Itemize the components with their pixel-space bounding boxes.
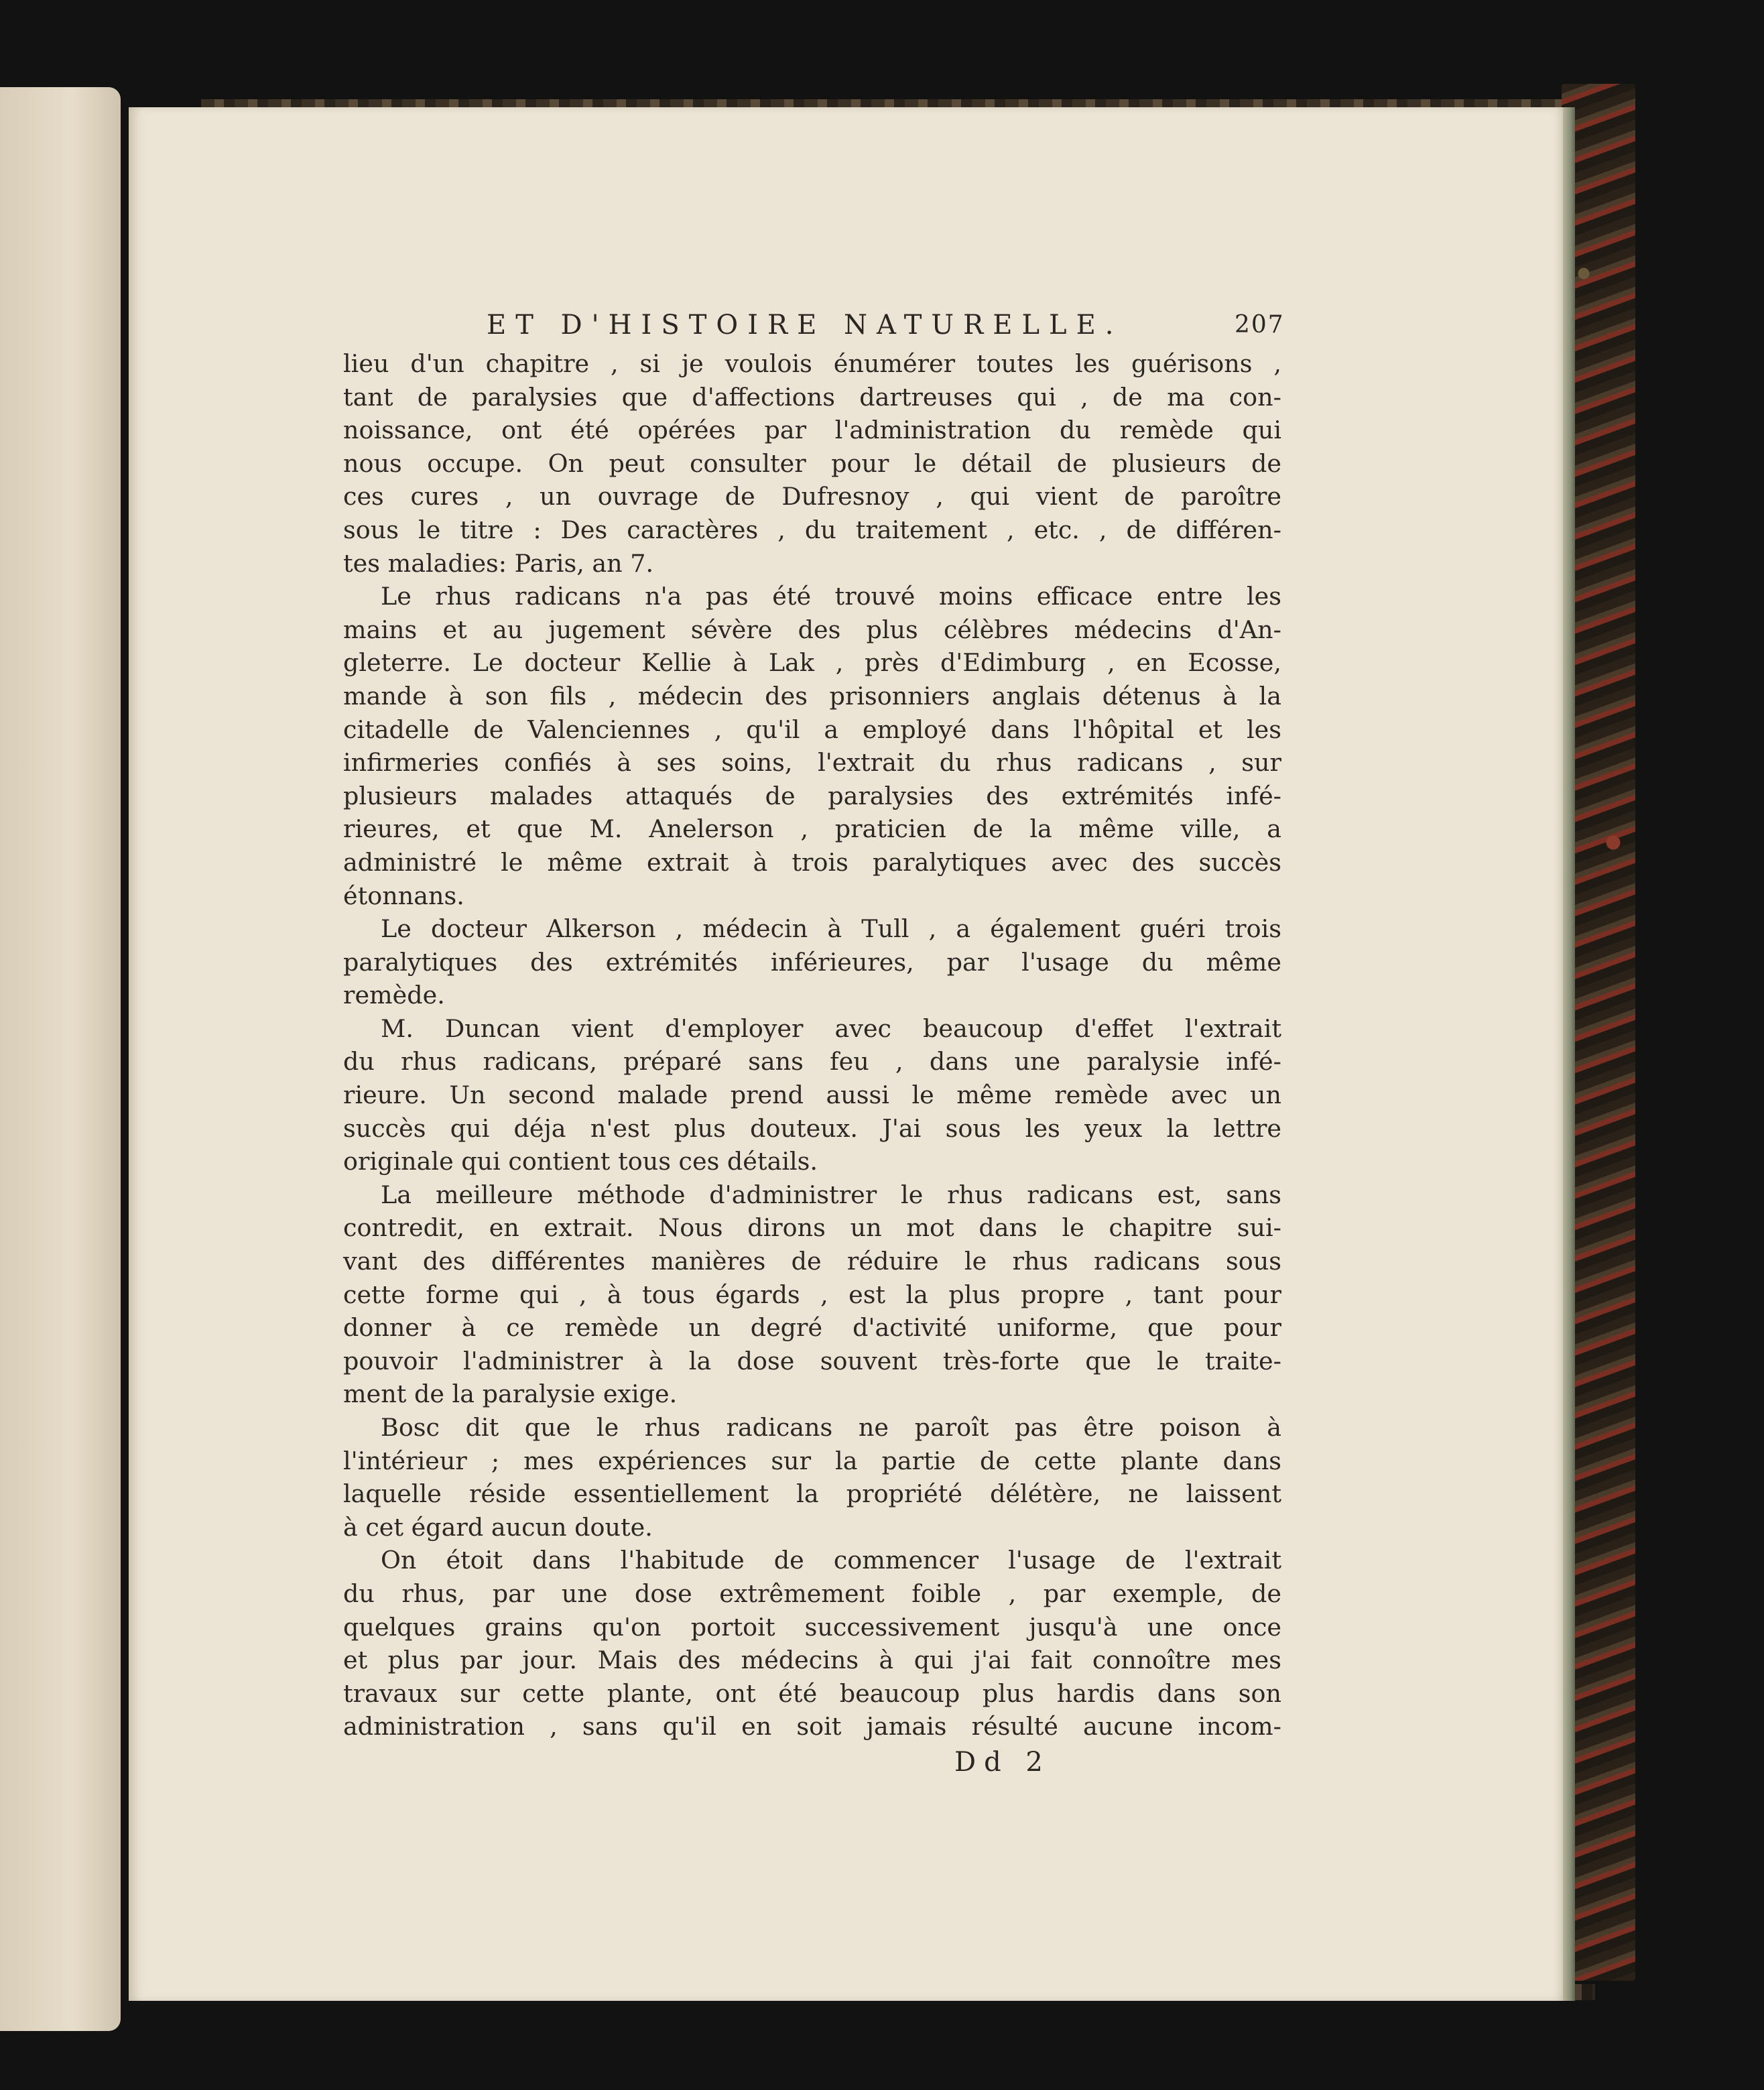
text-line: Bosc dit que le rhus radicans ne paroît pas être poison à (381, 1413, 1281, 1442)
text-line: Le docteur Alkerson , médecin à Tull , a également guéri trois (381, 914, 1281, 944)
text-line: laquelle réside essentiellement la propriété délétère, ne laissent (343, 1479, 1281, 1509)
running-head: ET D'HISTOIRE NATURELLE. (487, 310, 1123, 341)
signature-mark: Dd 2 (954, 1747, 1051, 1778)
text-line: ment de la paralysie exige. (343, 1379, 678, 1409)
text-line: mande à son fils , médecin des prisonniers anglais détenus à la (343, 681, 1281, 711)
text-line: et plus par jour. Mais des médecins à qui j'ai fait connoître mes (343, 1646, 1281, 1675)
text-line: étonnans. (343, 881, 464, 910)
text-line: vant des différentes manières de réduire le rhus radicans sous (343, 1247, 1281, 1276)
text-line: donner à ce remède un degré d'activité uniforme, que pour (343, 1313, 1281, 1343)
text-line: administré le même extrait à trois paralytiques avec des succès (343, 847, 1281, 877)
text-line: infirmeries confiés à ses soins, l'extrait du rhus radicans , sur (343, 748, 1281, 778)
text-line: citadelle de Valenciennes , qu'il a employé dans l'hôpital et les (343, 715, 1281, 744)
text-line: l'intérieur ; mes expériences sur la partie de cette plante dans (343, 1446, 1281, 1475)
text-line: remède. (343, 981, 445, 1010)
text-line: pouvoir l'administrer à la dose souvent très-forte que le traite- (343, 1346, 1281, 1375)
text-line: La meilleure méthode d'administrer le rhus radicans est, sans (381, 1180, 1281, 1209)
text-line: plusieurs malades attaqués de paralysies des extrémités infé- (343, 781, 1281, 810)
text-line: succès qui déja n'est plus douteux. J'ai sous les yeux la lettre (343, 1113, 1281, 1143)
text-line: M. Duncan vient d'employer avec beaucoup d'effet l'extrait (381, 1013, 1281, 1043)
text-line: rieure. Un second malade prend aussi le même remède avec un (343, 1081, 1281, 1110)
text-line: gleterre. Le docteur Kellie à Lak , près d'Edimburg , en Ecosse, (343, 648, 1281, 678)
text-line: noissance, ont été opérées par l'administration du remède qui (343, 416, 1281, 445)
text-line: quelques grains qu'on portoit successivement jusqu'à une once (343, 1612, 1281, 1642)
text-line: tant de paralysies que d'affections dartreuses qui , de ma con- (343, 382, 1281, 412)
text-line: lieu d'un chapitre , si je voulois énumérer toutes les guérisons , (343, 349, 1281, 378)
page-edge (1563, 107, 1575, 2001)
text-line: ces cures , un ouvrage de Dufresnoy , qui vient de paroître (343, 482, 1281, 511)
text-line: du rhus, par une dose extrêmement foible , par exemple, de (343, 1579, 1281, 1608)
text-line: originale qui contient tous ces détails. (343, 1147, 818, 1176)
text-line: nous occupe. On peut consulter pour le détail de plusieurs de (343, 448, 1281, 478)
text-line: administration , sans qu'il en soit jamais résulté aucune incom- (343, 1712, 1281, 1741)
left-facing-page (0, 87, 121, 2031)
text-line: tes maladies: Paris, an 7. (343, 548, 654, 578)
text-line: rieures, et que M. Anelerson , praticien de la même ville, a (343, 814, 1281, 844)
text-line: du rhus radicans, préparé sans feu , dans une paralysie infé- (343, 1047, 1281, 1077)
text-line: sous le titre : Des caractères , du traitement , etc. , de différen- (343, 515, 1281, 544)
text-line: contredit, en extrait. Nous dirons un mot dans le chapitre sui- (343, 1213, 1281, 1243)
page-number: 207 (1235, 311, 1285, 339)
text-line: travaux sur cette plante, ont été beaucoup plus hardis dans son (343, 1678, 1281, 1708)
text-line: mains et au jugement sévère des plus célèbres médecins d'An- (343, 615, 1281, 644)
text-line: paralytiques des extrémités inférieures, par l'usage du même (343, 947, 1281, 977)
text-line: cette forme qui , à tous égards , est la plus propre , tant pour (343, 1280, 1281, 1309)
text-line: Le rhus radicans n'a pas été trouvé moins efficace entre les (381, 582, 1281, 611)
text-line: On étoit dans l'habitude de commencer l'usage de l'extrait (381, 1546, 1281, 1575)
body-text (343, 347, 1281, 1743)
text-line: à cet égard aucun doute. (343, 1512, 653, 1542)
